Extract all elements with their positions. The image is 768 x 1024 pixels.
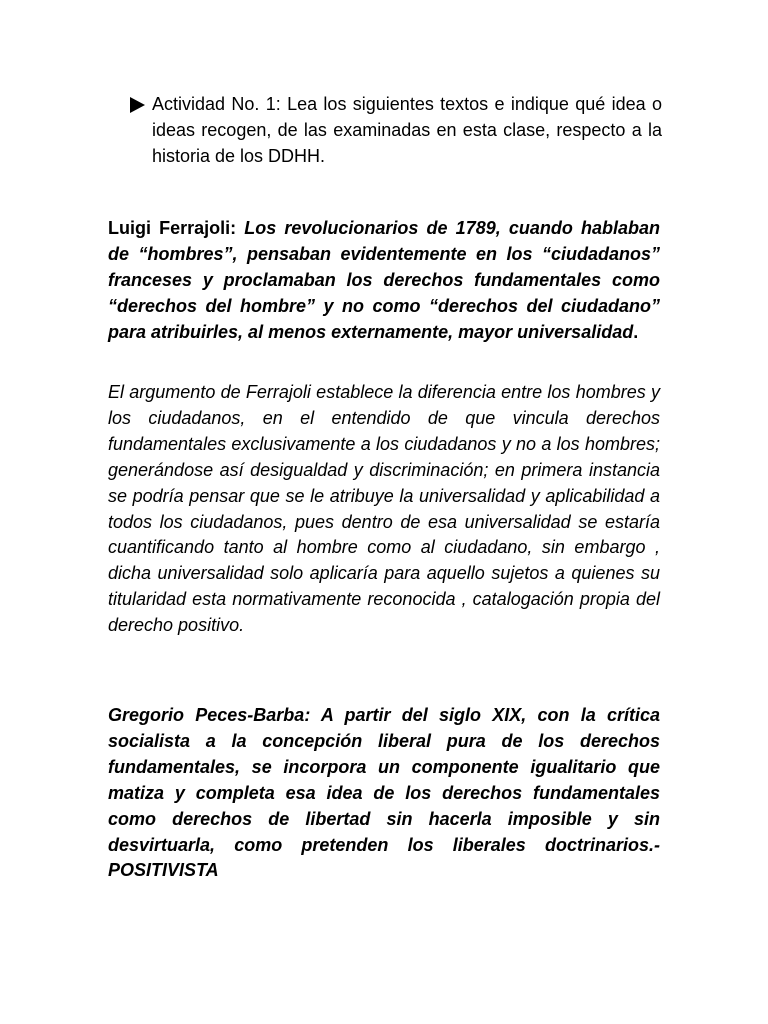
- peces-barba-quote-paragraph: Gregorio Peces-Barba: A partir del siglo XIX, con la crítica socialista a la concepción liberal pura de los derechos fundamentales, se incorpora un componente igualitario que matiza y completa esa idea de los derechos fundamentales como derechos de libertad sin hacerla imposible y sin desvirtuarla, como pretenden los liberales doctrinarios.- POSITIVISTA: [108, 705, 660, 881]
- ferrajoli-author-label: Luigi Ferrajoli:: [108, 218, 237, 238]
- ferrajoli-commentary-paragraph: El argumento de Ferrajoli establece la diferencia entre los hombres y los ciudadanos, en el entendido de que vincula derechos fundamentales exclusivamente a los ciudadanos y no a los hombres; generándose así desigualdad y discriminación; en primera instancia se podría pensar que se le atribuye la universalidad y aplicabilidad a todos los ciudadanos, pues dentro de esa universalidad se estaría cuantificando tanto al hombre como al ciudadano, sin embargo , dicha universalidad solo aplicaría para aquello sujetos a quienes su titularidad esta normativamente reconocida , catalogación propia del derecho positivo.: [108, 382, 660, 636]
- ferrajoli-quote-period: .: [633, 321, 639, 342]
- ferrajoli-quote-text: Los revolucionarios de 1789, cuando hablaban de “hombres”, pensaban evidentemente en los “ciudadanos” franceses y proclamaban los derechos fundamentales como “derechos del hombre” y no como “derechos del ciudadano” para atribuirles, al menos externamente, mayor universalidad: [108, 218, 660, 342]
- triangle-bullet-icon: [130, 97, 145, 113]
- activity-instruction-text: Actividad No. 1: Lea los siguientes textos e indique qué idea o ideas recogen, de las examinadas en esta clase, respecto a la historia de los DDHH.: [152, 94, 662, 166]
- activity-bullet-item: [130, 91, 662, 169]
- ferrajoli-quote-paragraph: [108, 216, 660, 346]
